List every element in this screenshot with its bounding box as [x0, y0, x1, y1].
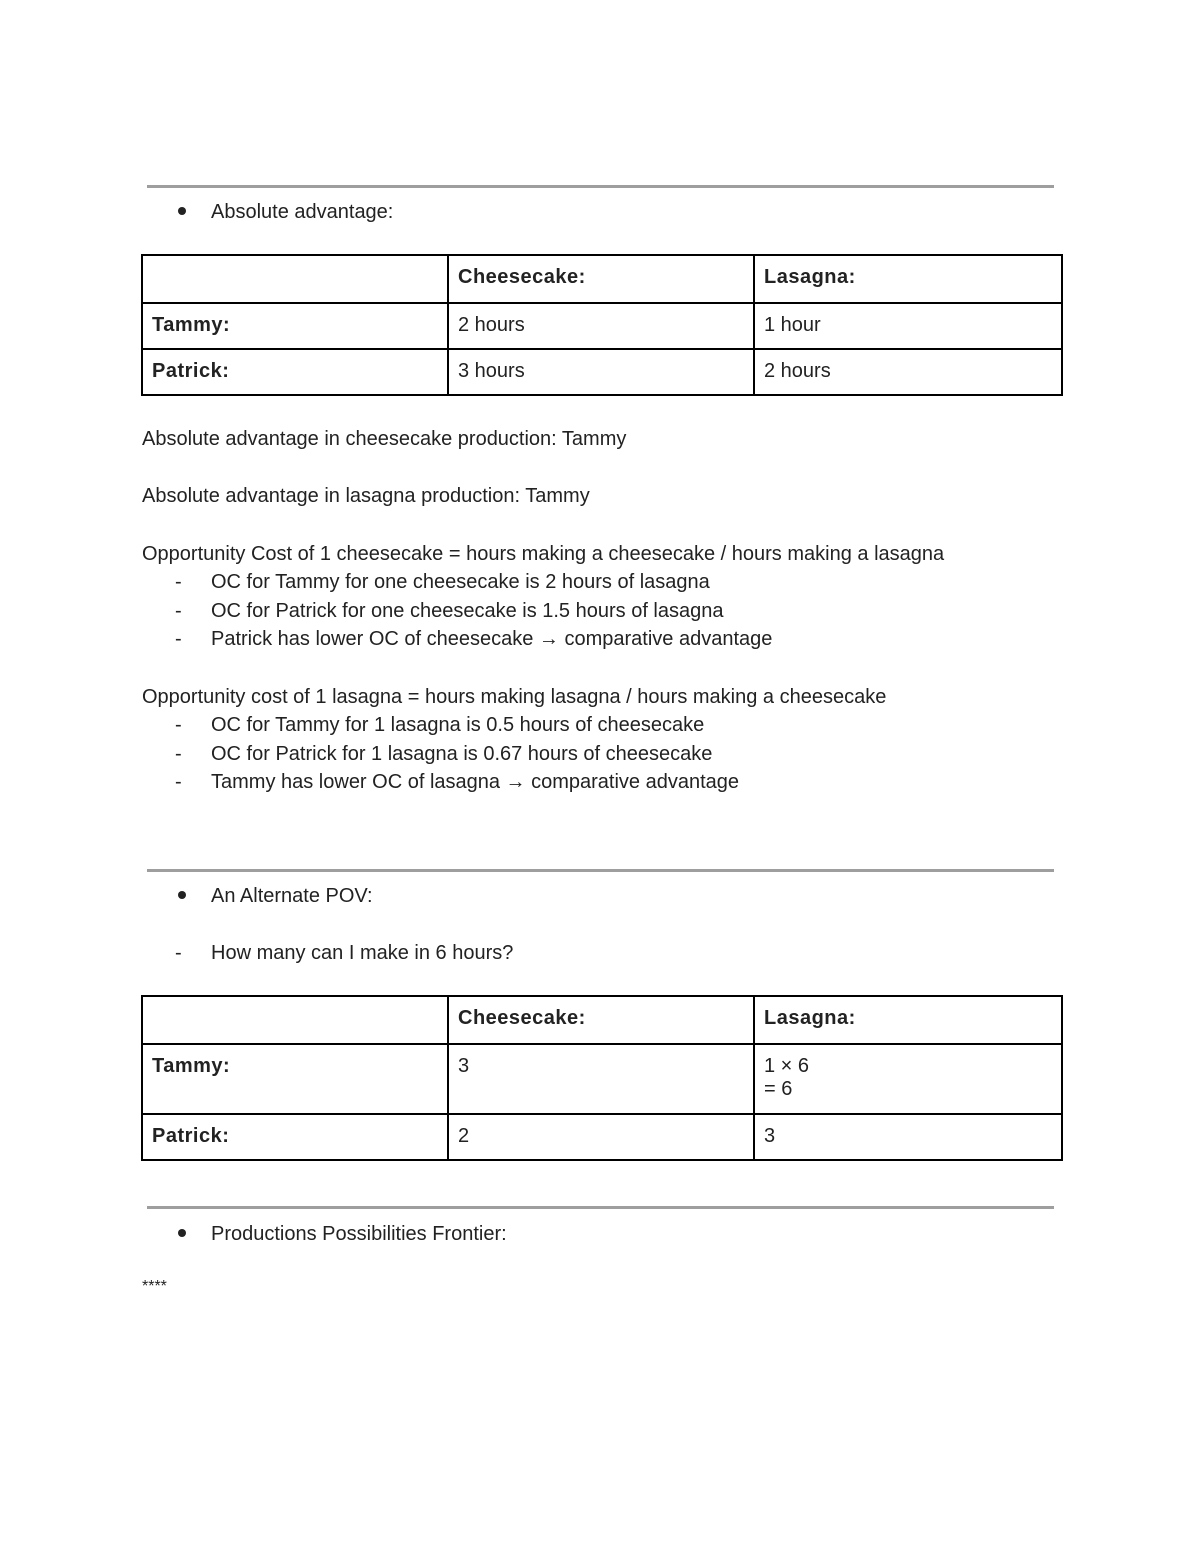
section-divider-3: [147, 1206, 1054, 1209]
cell-line: 1 × 6: [764, 1055, 810, 1077]
table-row: [142, 349, 1062, 395]
section-heading-alternate-pov: [178, 884, 373, 908]
table-row: [142, 1044, 1062, 1114]
row-label-tammy: Tammy:: [142, 1044, 448, 1114]
heading-text: Absolute advantage:: [211, 201, 394, 223]
table-header-row: [142, 996, 1062, 1044]
dash-marker: -: [175, 599, 182, 622]
column-header-cheesecake: Cheesecake:: [448, 996, 754, 1044]
dash-marker: -: [175, 742, 182, 765]
list-item: - OC for Patrick for 1 lasagna is 0.67 hours of cheesecake: [175, 742, 713, 765]
table-cell: [754, 1044, 1062, 1114]
bullet-icon: [178, 1229, 186, 1237]
list-item: - Patrick has lower OC of cheesecake → comparative advantage: [175, 628, 773, 650]
table-cell: 3: [754, 1114, 1062, 1160]
table-corner-cell: [142, 996, 448, 1044]
bullet-icon: [178, 207, 186, 215]
question-list: [175, 941, 513, 970]
table-cell: 3 hours: [448, 349, 754, 395]
oc-cheesecake-list: [175, 570, 772, 656]
row-label-patrick: Patrick:: [142, 1114, 448, 1160]
table-cell: 3: [448, 1044, 754, 1114]
asterisks-text: ****: [142, 1278, 167, 1295]
table-cell: 2 hours: [754, 349, 1062, 395]
cell-line: = 6: [764, 1078, 793, 1100]
list-item: - OC for Tammy for 1 lasagna is 0.5 hours of cheesecake: [175, 714, 705, 736]
table-cell: 2 hours: [448, 303, 754, 349]
list-item: - How many can I make in 6 hours?: [175, 942, 514, 964]
oc-lasagna-title: Opportunity cost of 1 lasagna = hours making lasagna / hours making a cheesecake: [142, 686, 887, 708]
column-header-lasagna: Lasagna:: [754, 996, 1062, 1044]
dash-marker: -: [175, 714, 182, 736]
table-header-row: [142, 255, 1062, 303]
section-heading-absolute-advantage: [178, 200, 393, 224]
bullet-icon: [178, 891, 186, 899]
absolute-advantage-table: [141, 254, 1063, 396]
dash-marker: -: [175, 628, 182, 650]
row-label-tammy: Tammy:: [142, 303, 448, 349]
list-item: - OC for Patrick for one cheesecake is 1.5 hours of lasagna: [175, 599, 724, 622]
list-item: - Tammy has lower OC of lasagna → comparative advantage: [175, 771, 740, 793]
column-header-cheesecake: Cheesecake:: [448, 255, 754, 303]
dash-marker: -: [175, 571, 182, 593]
oc-lasagna-list: [175, 713, 739, 799]
table-cell: 1 hour: [754, 303, 1062, 349]
oc-cheesecake-title: Opportunity Cost of 1 cheesecake = hours making a cheesecake / hours making a lasagna: [142, 543, 945, 565]
dash-marker: -: [175, 942, 182, 964]
section-heading-ppf: [178, 1222, 507, 1246]
dash-marker: -: [175, 771, 182, 793]
heading-text: An Alternate POV:: [211, 885, 373, 907]
table-row: [142, 303, 1062, 349]
six-hours-table: [141, 995, 1063, 1161]
abs-advantage-lasagna-text: Absolute advantage in lasagna production: Tammy: [142, 485, 590, 507]
row-label-patrick: Patrick:: [142, 349, 448, 395]
table-row: [142, 1114, 1062, 1160]
column-header-lasagna: Lasagna:: [754, 255, 1062, 303]
list-item: - OC for Tammy for one cheesecake is 2 hours of lasagna: [175, 571, 710, 593]
section-divider-2: [147, 869, 1054, 872]
heading-text: Productions Possibilities Frontier:: [211, 1223, 507, 1245]
section-divider-1: [147, 185, 1054, 188]
table-corner-cell: [142, 255, 448, 303]
abs-advantage-cheesecake-text: Absolute advantage in cheesecake production: Tammy: [142, 428, 627, 450]
table-cell: 2: [448, 1114, 754, 1160]
